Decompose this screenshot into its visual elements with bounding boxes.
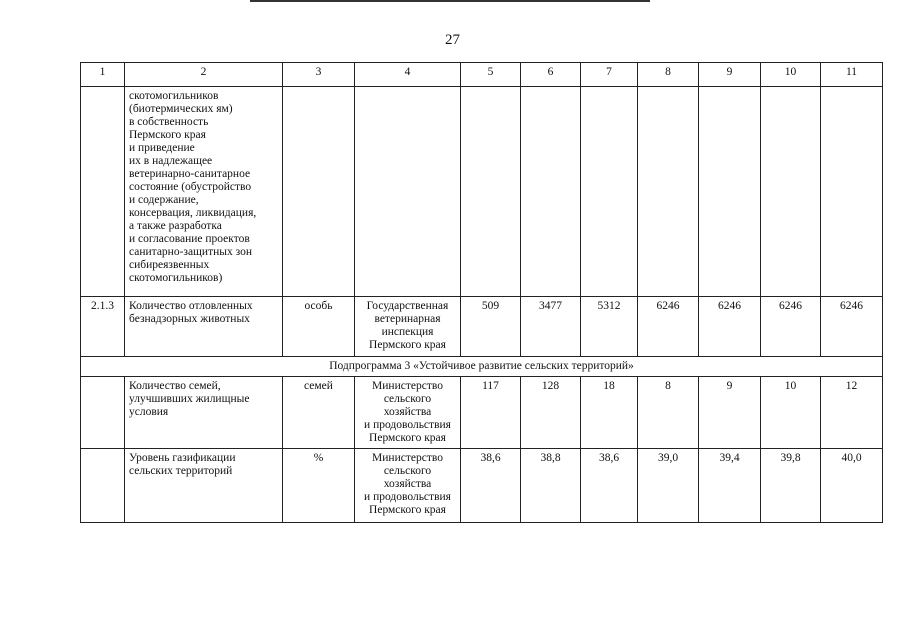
header-cell: 2 (125, 63, 283, 87)
value-cell (761, 87, 821, 297)
row-number-cell (81, 377, 125, 449)
value-cell: 128 (521, 377, 581, 449)
value-cell: 6246 (638, 297, 699, 357)
value-cell: 8 (638, 377, 699, 449)
value-cell: 38,6 (461, 449, 521, 523)
value-cell (581, 87, 638, 297)
value-cell: 12 (821, 377, 883, 449)
indicator-name: скотомогильников (биотермических ям) в собственность Пермского края и приведение их в надлежащее ветеринарно-санитарное состояние (обустройство и содержание, консервация, ликвидация, а также разработка и согласование проектов санитарно-защитных зон сибиреязвенных скотомогильников) (129, 90, 257, 284)
org-name: Государственная ветеринарная инспекция Пермского края (366, 300, 449, 351)
value-cell (699, 87, 761, 297)
value-cell (638, 87, 699, 297)
value-cell: 38,8 (521, 449, 581, 523)
unit-cell: % (283, 449, 355, 523)
org-cell (355, 449, 461, 523)
header-cell: 6 (521, 63, 581, 87)
indicator-name-cell (125, 449, 283, 523)
value-cell: 39,4 (699, 449, 761, 523)
header-row (81, 63, 883, 87)
subprogram-title: Подпрограмма 3 «Устойчивое развитие сельских территорий» (81, 357, 883, 377)
value-cell (521, 87, 581, 297)
value-cell: 509 (461, 297, 521, 357)
indicator-name-cell (125, 297, 283, 357)
indicator-name-cell (125, 377, 283, 449)
header-cell: 11 (821, 63, 883, 87)
value-cell: 6246 (761, 297, 821, 357)
org-name: Министерство сельского хозяйства и продовольствия Пермского края (364, 452, 451, 516)
header-cell: 5 (461, 63, 521, 87)
page-number: 27 (445, 32, 460, 48)
indicator-name: Количество семей, улучшивших жилищные условия (129, 380, 250, 418)
org-cell (355, 377, 461, 449)
row-number-cell (81, 87, 125, 297)
value-cell: 39,8 (761, 449, 821, 523)
value-cell: 18 (581, 377, 638, 449)
header-cell: 1 (81, 63, 125, 87)
header-cell: 10 (761, 63, 821, 87)
value-cell: 117 (461, 377, 521, 449)
value-cell: 3477 (521, 297, 581, 357)
indicator-name-cell (125, 87, 283, 297)
header-cell: 8 (638, 63, 699, 87)
value-cell (821, 87, 883, 297)
unit-cell (283, 87, 355, 297)
indicator-name: Количество отловленных безнадзорных животных (129, 300, 253, 325)
indicator-name: Уровень газификации сельских территорий (129, 452, 236, 477)
row-number-cell (81, 449, 125, 523)
table-row-families (81, 377, 883, 449)
org-name: Министерство сельского хозяйства и продовольствия Пермского края (364, 380, 451, 444)
value-cell: 9 (699, 377, 761, 449)
org-cell (355, 87, 461, 297)
unit-cell: особь (283, 297, 355, 357)
row-number-cell: 2.1.3 (81, 297, 125, 357)
top-border-line (250, 0, 650, 2)
value-cell: 6246 (821, 297, 883, 357)
table-row-gasification (81, 449, 883, 523)
header-cell: 7 (581, 63, 638, 87)
org-cell (355, 297, 461, 357)
unit-cell: семей (283, 377, 355, 449)
value-cell: 38,6 (581, 449, 638, 523)
subprogram-row (81, 357, 883, 377)
value-cell: 39,0 (638, 449, 699, 523)
header-cell: 4 (355, 63, 461, 87)
value-cell: 5312 (581, 297, 638, 357)
header-cell: 9 (699, 63, 761, 87)
value-cell: 10 (761, 377, 821, 449)
table-row-continued (81, 87, 883, 297)
value-cell: 40,0 (821, 449, 883, 523)
header-cell: 3 (283, 63, 355, 87)
indicators-table (80, 62, 883, 523)
table-row-2-1-3 (81, 297, 883, 357)
value-cell: 6246 (699, 297, 761, 357)
value-cell (461, 87, 521, 297)
